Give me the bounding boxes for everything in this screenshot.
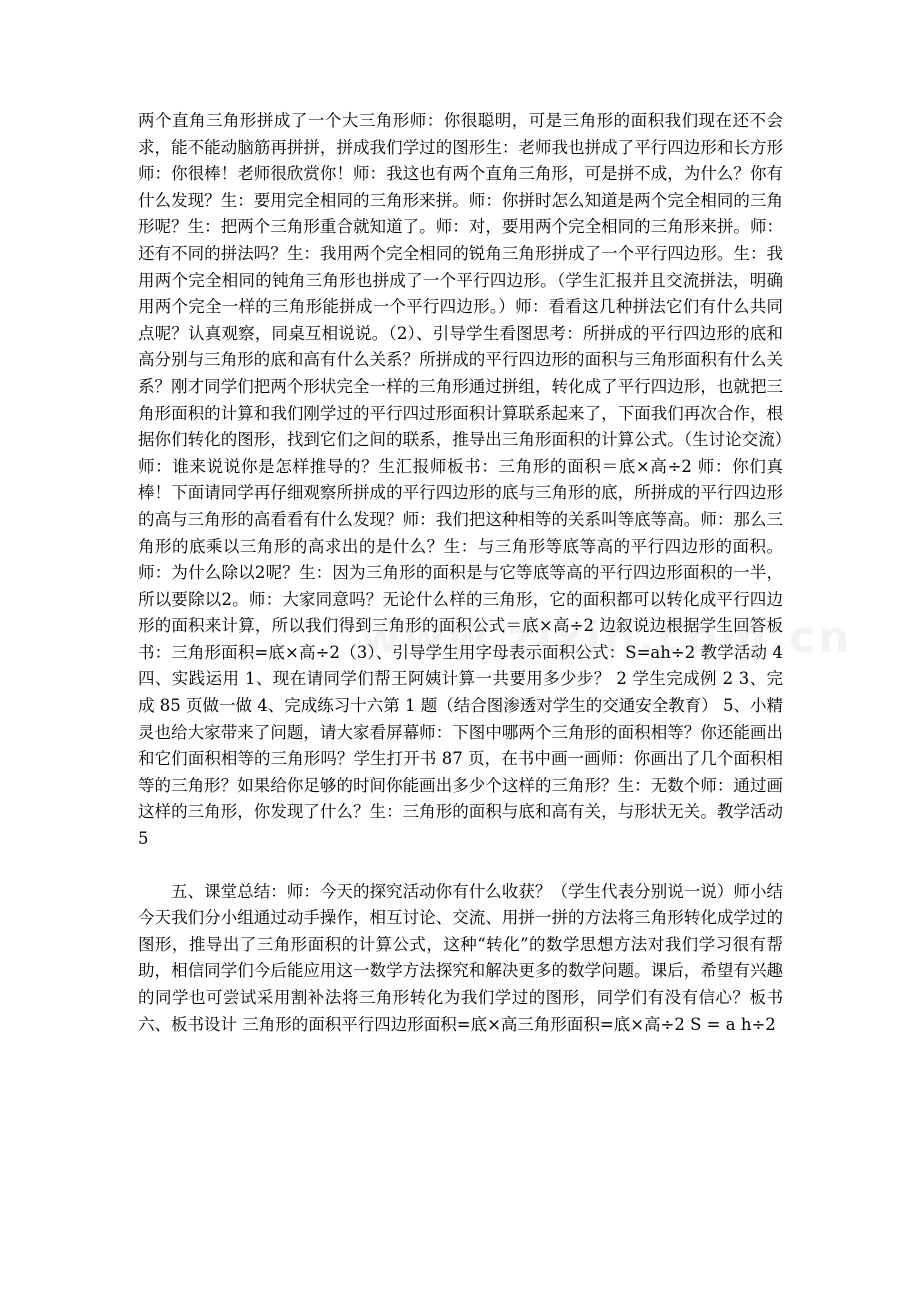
paragraph-class-summary: 五、课堂总结：师：今天的探究活动你有什么收获？（学生代表分别说一说）师小结 今天我们分小组通过动手操作，相互讨论、交流、用拼一拼的方法将三角形转化成学过的图形，推导出了三角形面积的计算公式，这种“转化”的数学思想方法对我们学习很有帮助，相信同学们今后能应用这一数学方法探究和解决更多的数学问题。课后，希望有兴趣的同学也可尝试采用割补法将三角形转化为我们学过的图形，同学们有没有信心？板书六、板书设计 三角形的面积平行四边形面积=底×高三角形面积=底×高÷2 S = a h÷2 — [138, 881, 783, 1034]
paragraph-lesson-derivation: 两个直角三角形拼成了一个大三角形师：你很聪明，可是三角形的面积我们现在还不会求，能不能动脑筋再拼拼，拼成我们学过的图形生：老师我也拼成了平行四边形和长方形师：你很棒！老师很欣赏你！师：我这也有两个直角三角形，可是拼不成，为什么？你有什么发现？生：要用完全相同的三角形来拼。师：你拼时怎么知道是两个完全相同的三角形呢？生：把两个三角形重合就知道了。师：对，要用两个完全相同的三角形来拼。师：还有不同的拼法吗？生：我用两个完全相同的锐角三角形拼成了一个平行四边形。生：我用两个完全相同的钝角三角形也拼成了一个平行四边形。（学生汇报并且交流拼法，明确用两个完全一样的三角形能拼成一个平行四边形。）师：看看这几种拼法它们有什么共同点呢？认真观察，同桌互相说说。（2）、引导学生看图思考：所拼成的平行四边形的底和高分别与三角形的底和高有什么关系？所拼成的平行四边形的面积与三角形面积有什么关系？刚才同学们把两个形状完全一样的三角形通过拼组，转化成了平行四边形，也就把三角形面积的计算和我们刚学过的平行四过形面积计算联系起来了，下面我们再次合作，根据你们转化的图形，找到它们之间的联系，推导出三角形面积的计算公式。（生讨论交流）师：谁来说说你是怎样推导的？生汇报师板书：三角形的面积＝底×高÷2 师：你们真棒！下面请同学再仔细观察所拼成的平行四边形的底与三角形的底，所拼成的平行四边形的高与三角形的高看看有什么发现？师：我们把这种相等的关系叫等底等高。师：那么三角形的底乘以三角形的高求出的是什么？生：与三角形等底等高的平行四边形的面积。师：为什么除以2呢？生：因为三角形的面积是与它等底等高的平行四边形面积的一半，所以要除以2。师：大家同意吗？无论什么样的三角形，它的面积都可以转化成平行四边形的面积来计算，所以我们得到三角形的面积公式＝底×高÷2 边叙说边根据学生回答板书：三角形面积=底×高÷2（3）、引导学生用字母表示面积公式：S=ah÷2 教学活动 4 四、实践运用 1、现在请同学们帮王阿姨计算一共要用多少步？ 2 学生完成例 2 3、完成 85 页做一做 4、完成练习十六第 1 题（结合图渗透对学生的交通安全教育） 5、小精灵也给大家带来了问题，请大家看屏幕师：下图中哪两个三角形的面积相等？你还能画出和它们面积相等的三角形吗？学生打开书 87 页，在书中画一画师：你画出了几个面积相等的三角形？如果给你足够的时间你能画出多少个这样的三角形？生：无数个师：通过画这样的三角形，你发现了什么？生：三角形的面积与底和高有关，与形状无关。教学活动 5 — [138, 111, 783, 849]
document-body — [138, 108, 783, 1038]
